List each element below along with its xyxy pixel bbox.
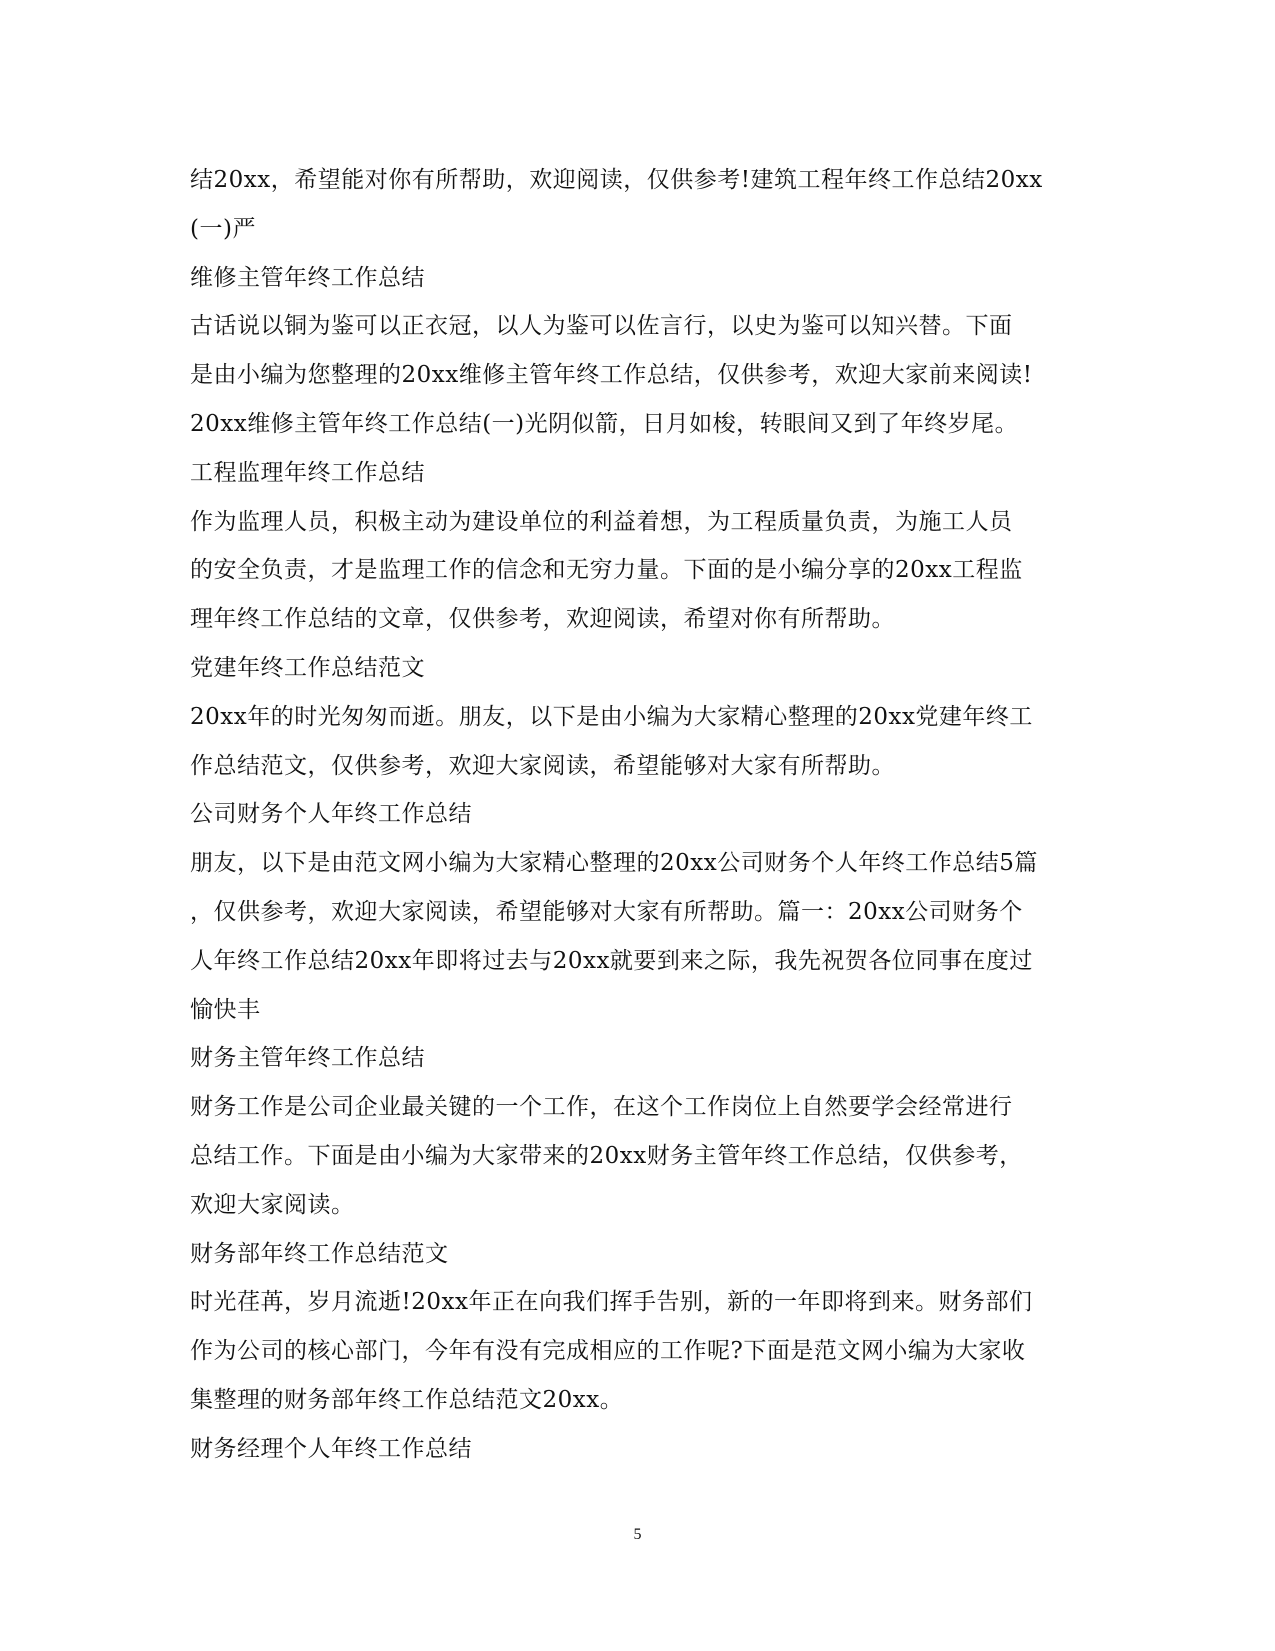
section-heading: 工程监理年终工作总结 [190,459,425,486]
section-heading: 公司财务个人年终工作总结 [190,801,472,828]
section-heading: 财务经理个人年终工作总结 [190,1435,472,1462]
text-line: 欢迎大家阅读。 [190,1191,355,1218]
text-line: 是由小编为您整理的20xx维修主管年终工作总结，仅供参考，欢迎大家前来阅读! [190,362,1033,389]
text-line: 作总结范文，仅供参考，欢迎大家阅读，希望能够对大家有所帮助。 [190,752,895,779]
section-heading: 党建年终工作总结范文 [190,654,425,681]
text-line: 理年终工作总结的文章，仅供参考，欢迎阅读，希望对你有所帮助。 [190,606,895,633]
text-line: ，仅供参考，欢迎大家阅读，希望能够对大家有所帮助。篇一：20xx公司财务个 [190,898,1023,925]
text-line: 人年终工作总结20xx年即将过去与20xx就要到来之际，我先祝贺各位同事在度过 [190,947,1033,974]
text-line: 作为监理人员，积极主动为建设单位的利益着想，为工程质量负责，为施工人员 [190,508,1013,535]
section-heading: 维修主管年终工作总结 [190,264,425,291]
text-line: 总结工作。下面是由小编为大家带来的20xx财务主管年终工作总结，仅供参考， [190,1142,1023,1169]
page-number: 5 [633,1526,642,1543]
text-line: (一)严 [190,215,256,242]
text-line: 时光荏苒，岁月流逝!20xx年正在向我们挥手告别，新的一年即将到来。财务部们 [190,1289,1033,1316]
text-line: 愉快丰 [190,996,261,1023]
text-line: 财务工作是公司企业最关键的一个工作，在这个工作岗位上自然要学会经常进行 [190,1094,1013,1121]
text-line: 作为公司的核心部门，今年有没有完成相应的工作呢?下面是范文网小编为大家收 [190,1338,1026,1365]
text-line: 朋友，以下是由范文网小编为大家精心整理的20xx公司财务个人年终工作总结5篇 [190,850,1038,877]
text-line: 结20xx，希望能对你有所帮助，欢迎阅读，仅供参考!建筑工程年终工作总结20xx [190,167,1043,193]
text-line: 20xx维修主管年终工作总结(一)光阴似箭，日月如梭，转眼间又到了年终岁尾。 [190,410,1019,437]
text-line: 集整理的财务部年终工作总结范文20xx。 [190,1386,624,1413]
text-line: 的安全负责，才是监理工作的信念和无穷力量。下面的是小编分享的20xx工程监 [190,557,1023,584]
text-line: 20xx年的时光匆匆而逝。朋友，以下是由小编为大家精心整理的20xx党建年终工 [190,703,1033,730]
document-body [190,156,1085,1474]
section-heading: 财务主管年终工作总结 [190,1045,425,1072]
text-line: 古话说以铜为鉴可以正衣冠，以人为鉴可以佐言行，以史为鉴可以知兴替。下面 [190,313,1013,340]
section-heading: 财务部年终工作总结范文 [190,1240,449,1267]
